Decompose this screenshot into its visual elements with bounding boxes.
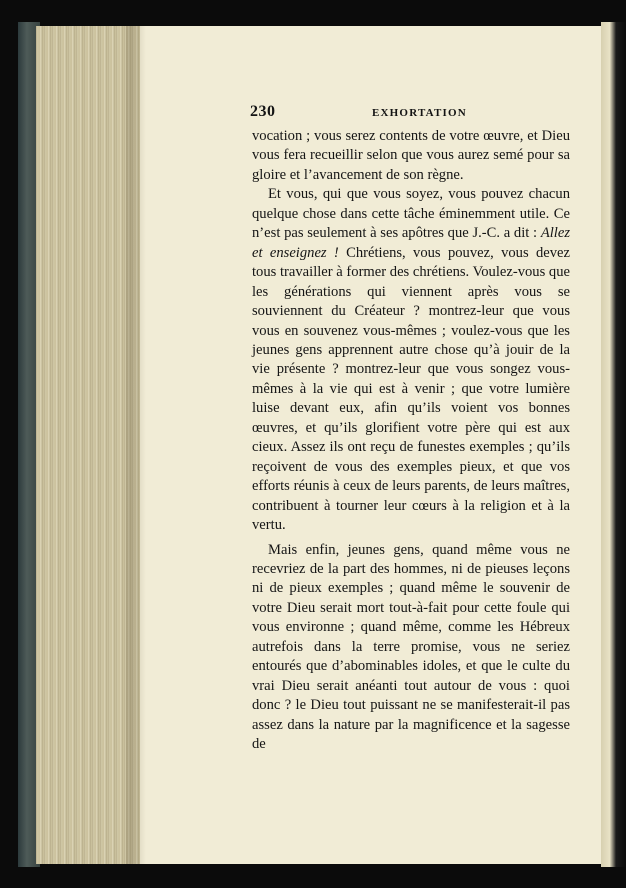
facing-page-edge xyxy=(601,22,626,867)
running-title: EXHORTATION xyxy=(372,107,467,119)
paragraph xyxy=(252,185,570,535)
paragraph: Mais enfin, jeunes gens, quand même vous ne recevriez de la part des hommes, ni de pieuses leçons ni de pieux exemples ; quand même le souvenir de votre Dieu serait mort tout-à-fait pour cette foule qui vous environne ; quand même, comme les Hébreux autrefois dans la terre promise, vous ne seriez entourés que d’abominables idoles, et que le culte du vrai Dieu serait anéanti tout autour de vous : quoi donc ? le Dieu tout puissant ne se manifesterait-il pas assez dans la nature par la magnificence et la sagesse de xyxy=(252,541,570,753)
paragraph: vocation ; vous serez contents de votre œuvre, et Dieu vous fera recueillir selon que vous aurez semé pour sa gloire et l’avancement de son règne. xyxy=(252,128,570,183)
paragraph-text: Et vous, qui que vous soyez, vous pouvez chacun quelque chose dans cette tâche éminemment utile. Ce n’est pas seulement à ses apôtres que J.-C. a dit : xyxy=(252,186,570,242)
paragraph-text: Chrétiens, vous pouvez, vous devez tous travailler à former des chrétiens. Voulez-vous que les générations qui viennent après vous se souviennent du Créateur ? montrez-leur que vous vous en souvenez vous-mêmes ; voulez-vous que les jeunes gens apprennent autre chose qu’à jouir de la vie présente ? montrez-leur que vous songez vous-mêmes à la vie qui est à venir ; que votre lumière luise devant eux, afin qu’ils voient vos bonnes œuvres, et qu’ils glorifient votre père qui est aux cieux. Assez ils ont reçu de funestes exemples ; qu’ils reçoivent de vous des exemples pieux, et que vos efforts réunis à ceux de leurs parents, de leurs maîtres, contribuent à tourner leur cœurs à la religion et à la vertu. xyxy=(252,244,570,534)
page-header xyxy=(250,103,572,121)
italic-quote: Allez et enseignez ! xyxy=(252,225,570,261)
body-text xyxy=(252,127,570,755)
gutter-shadow xyxy=(126,26,146,864)
page-number: 230 xyxy=(250,103,276,120)
